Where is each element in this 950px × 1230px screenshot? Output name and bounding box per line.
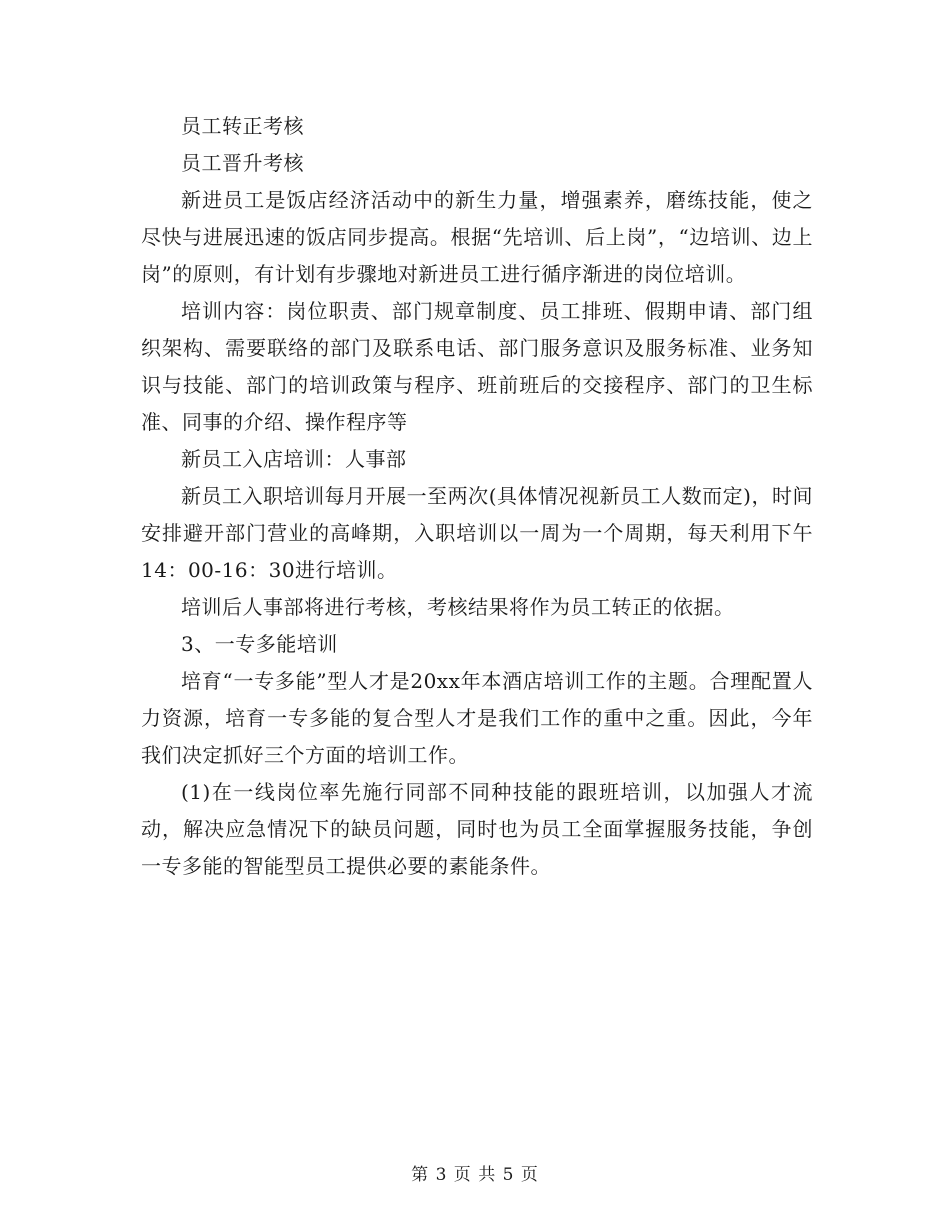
document-body [141,108,813,885]
paragraph-new-staff-intro: 新进员工是饭店经济活动中的新生力量，增强素养，磨练技能，使之尽快与进展迅速的饭店同步提高。根据“先培训、后上岗”，“边培训、边上岗”的原则，有计划有步骤地对新进员工进行循序渐进的岗位培训。 [141,188,813,286]
paragraph-post-training-assessment: 培训后人事部将进行考核，考核结果将作为员工转正的依据。 [181,595,735,619]
section-heading-multiskill: 3、一专多能培训 [181,632,338,656]
paragraph-multiskill-theme: 培育“一专多能”型人才是20xx年本酒店培训工作的主题。合理配置人力资源，培育一专多能的复合型人才是我们工作的重中之重。因此，今年我们决定抓好三个方面的培训工作。 [141,669,813,767]
paragraph-training-content: 培训内容：岗位职责、部门规章制度、员工排班、假期申请、部门组织架构、需要联络的部门及联系电话、部门服务意识及服务标准、业务知识与技能、部门的培训政策与程序、班前班后的交接程序、部门的卫生标准、同事的介绍、操作程序等 [141,299,813,434]
page-number-footer: 第 3 页 共 5 页 [411,1165,539,1185]
paragraph-orientation-schedule: 新员工入职培训每月开展一至两次(具体情况视新员工人数而定)，时间安排避开部门营业的高峰期，入职培训以一周为一个周期，每天利用下午14：00-16：30进行培训。 [141,484,813,582]
paragraph-promotion-assessment: 员工晋升考核 [181,151,304,175]
paragraph-orientation-dept: 新员工入店培训：人事部 [181,447,407,471]
paragraph-multiskill-item-1: (1)在一线岗位率先施行同部不同种技能的跟班培训，以加强人才流动，解决应急情况下的缺员问题，同时也为员工全面掌握服务技能，争创一专多能的智能型员工提供必要的素能条件。 [141,780,813,878]
paragraph-probation-assessment: 员工转正考核 [181,114,304,138]
